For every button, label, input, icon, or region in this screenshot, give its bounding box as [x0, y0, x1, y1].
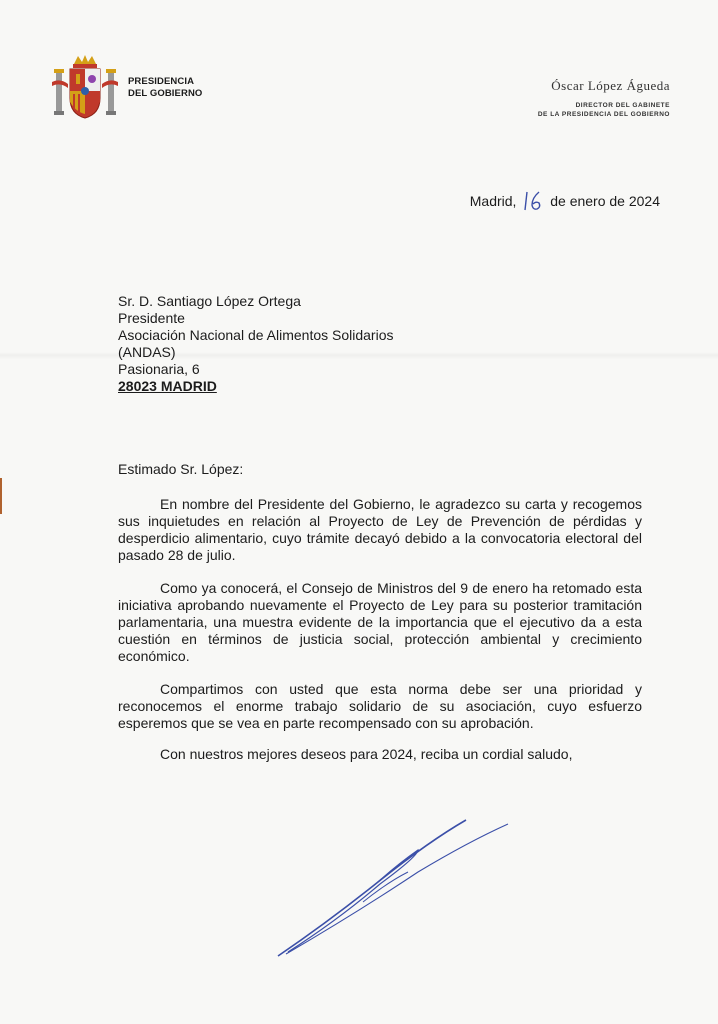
- paragraph-2: Como ya conocerá, el Consejo de Ministros del 9 de enero ha retomado esta iniciativa aprobando nuevamente el Proyecto de Ley para su posterior tramitación parlamentaria, una muestra evidente de la importancia que el ejecutivo da a esta cuestión en términos de justicia social, protección ambiental y crecimiento económico.: [118, 580, 642, 664]
- scan-edge-mark: [0, 478, 2, 514]
- letter-date: [470, 190, 660, 212]
- paragraph-1: En nombre del Presidente del Gobierno, le agradezco su carta y recogemos sus inquietudes en relación al Proyecto de Ley de Prevención de pérdidas y desperdicio alimentario, cuyo trámite decayó debido a la convocatoria electoral del pasado 28 de julio.: [118, 496, 642, 563]
- paragraph-3: Compartimos con usted que esta norma debe ser una prioridad y reconocemos el enorme trabajo solidario de su asociación, cuyo esfuerzo esperemos que se vea en parte recompensado con su aprobación.: [118, 681, 642, 731]
- recipient-city: 28023 MADRID: [118, 378, 217, 394]
- institution-line-1: PRESIDENCIA: [128, 76, 195, 87]
- recipient-line-2: Presidente: [118, 310, 185, 326]
- recipient-line-1: Sr. D. Santiago López Ortega: [118, 293, 301, 309]
- institution-line-2: DEL GOBIERNO: [128, 88, 203, 99]
- recipient-line-5: Pasionaria, 6: [118, 361, 200, 377]
- institution-name: [128, 76, 202, 100]
- recipient-line-4: (ANDAS): [118, 344, 176, 360]
- date-rest: de enero de 2024: [550, 193, 660, 209]
- coat-of-arms-icon: [52, 54, 118, 122]
- closing-line: Con nuestros mejores deseos para 2024, reciba un cordial saludo,: [160, 746, 573, 762]
- recipient-line-3: Asociación Nacional de Alimentos Solidarios: [118, 327, 394, 343]
- signature-scribble: [268, 812, 518, 962]
- sender-role-line-1: DIRECTOR DEL GABINETE: [575, 102, 670, 109]
- handwritten-day-16: [522, 190, 544, 212]
- salutation: Estimado Sr. López:: [118, 461, 244, 477]
- date-place: Madrid,: [469, 193, 517, 209]
- sender-name: Óscar López Águeda: [551, 78, 670, 93]
- recipient-address: [118, 293, 393, 395]
- sender-role: [538, 101, 670, 119]
- sender-role-line-2: DE LA PRESIDENCIA DEL GOBIERNO: [537, 111, 670, 118]
